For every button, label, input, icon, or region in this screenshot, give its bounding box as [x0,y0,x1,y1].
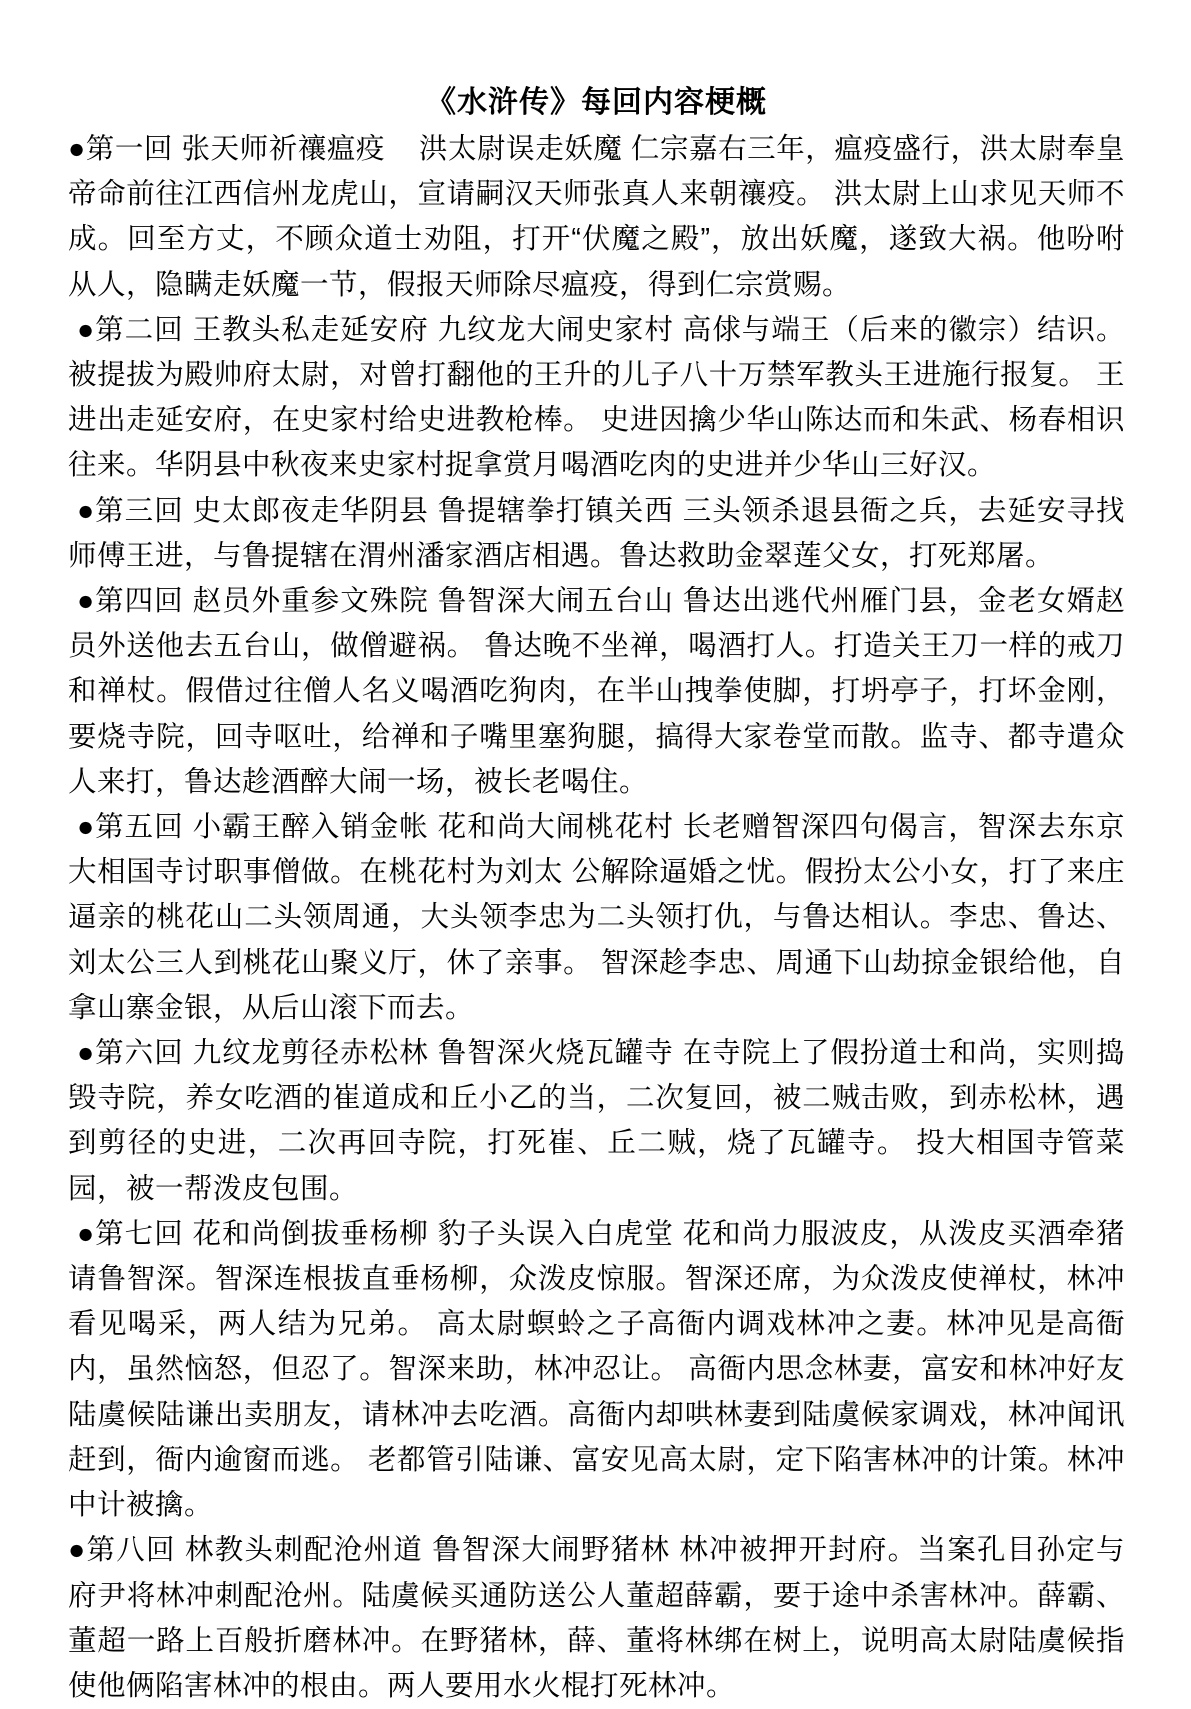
chapter-2-summary: ●第二回 王教头私走延安府 九纹龙大闹史家村 高俅与端王（后来的徽宗）结识。被提拔为殿帅府太尉，对曾打翻他的王升的儿子八十万禁军教头王进施行报复。 王进出走延安府，在史家村给史进教枪棒。 史进因擒少华山陈达而和朱武、杨春相识往来。华阴县中秋夜来史家村捉拿赏月喝酒吃肉的史进并少华山三好汉。 [68,313,1125,482]
chapter-5-summary: ●第五回 小霸王醉入销金帐 花和尚大闹桃花村 长老赠智深四句偈言，智深去东京大相国寺讨职事僧做。在桃花村为刘太 公解除逼婚之忧。假扮太公小女，打了来庄逼亲的桃花山二头领周通，大头领李忠为二头领打仇，与鲁达相认。李忠、鲁达、刘太公三人到桃花山聚义厅，休了亲事。 智深趁李忠、周通下山劫掠金银给他，自拿山寨金银，从后山滚下而去。 [68,811,1125,1024]
chapter-7-summary: ●第七回 花和尚倒拔垂杨柳 豹子头误入白虎堂 花和尚力服波皮，从泼皮买酒牵猪请鲁智深。智深连根拔直垂杨柳，众泼皮惊服。智深还席，为众泼皮使禅杖，林冲看见喝采，两人结为兄弟。 高太尉螟蛉之子高衙内调戏林冲之妻。林冲见是高衙内，虽然恼怒，但忍了。智深来助，林冲忍让。 高衙内思念林妻，富安和林冲好友陆虞候陆谦出卖朋友，请林冲去吃酒。高衙内却哄林妻到陆虞候家调戏，林冲闻讯赶到，衙内逾窗而逃。 老都管引陆谦、富安见高太尉，定下陷害林冲的计策。林冲中计被擒。 [68,1217,1125,1522]
chapter-6-summary: ●第六回 九纹龙剪径赤松林 鲁智深火烧瓦罐寺 在寺院上了假扮道士和尚，实则捣毁寺院，养女吃酒的崔道成和丘小乙的当，二次复回，被二贼击败，到赤松林，遇到剪径的史进，二次再回寺院，打死崔、丘二贼，烧了瓦罐寺。 投大相国寺管菜园，被一帮泼皮包围。 [68,1037,1125,1205]
document-title: 《水浒传》每回内容梗概 [426,86,767,119]
chapter-3-summary: ●第三回 史太郎夜走华阴县 鲁提辖拳打镇关西 三头领杀退县衙之兵，去延安寻找师傅王进，与鲁提辖在渭州潘家酒店相遇。鲁达救助金翠莲父女，打死郑屠。 [68,494,1125,572]
chapter-8-summary: ●第八回 林教头刺配沧州道 鲁智深大闹野猪林 林冲被押开封府。当案孔目孙定与府尹将林冲刺配沧州。陆虞候买通防送公人董超薛霸，要于途中杀害林冲。薛霸、董超一路上百般折磨林冲。在野猪林，薛、董将林绑在树上，说明高太尉陆虞候指使他俩陷害林冲的根由。两人要用水火棍打死林冲。 [68,1534,1125,1702]
chapter-1-summary: ●第一回 张天师祈禳瘟疫 洪太尉误走妖魔 仁宗嘉右三年，瘟疫盛行，洪太尉奉皇帝命前往江西信州龙虎山，宣请嗣汉天师张真人来朝禳疫。 洪太尉上山求见天师不成。回至方丈，不顾众道士劝阻，打开“伏魔之殿”，放出妖魔，遂致大祸。他吩咐从人，隐瞒走妖魔一节，假报天师除尽瘟疫，得到仁宗赏赐。 [68,133,1125,301]
chapter-4-summary: ●第四回 赵员外重参文殊院 鲁智深大闹五台山 鲁达出逃代州雁门县，金老女婿赵员外送他去五台山，做僧避祸。 鲁达晚不坐禅，喝酒打人。打造关王刀一样的戒刀和禅杖。假借过往僧人名义喝酒吃狗肉，在半山拽拳使脚，打坍亭子，打坏金刚，要烧寺院，回寺呕吐，给禅和子嘴里塞狗腿，搞得大家卷堂而散。监寺、都寺遣众人来打，鲁达趁酒醉大闹一场，被长老喝住。 [68,585,1125,798]
